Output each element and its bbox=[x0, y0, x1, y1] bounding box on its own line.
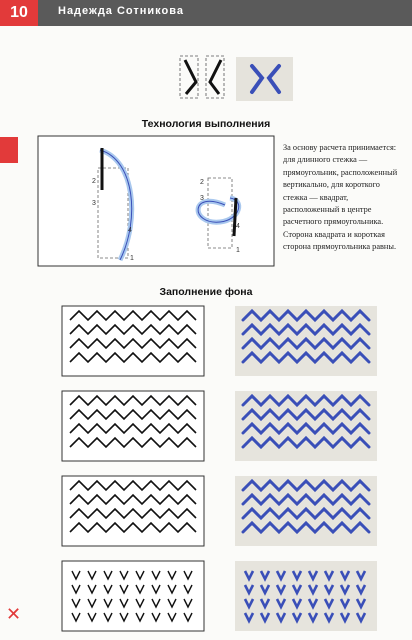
fill-diagram-1 bbox=[62, 306, 204, 376]
section-tab bbox=[0, 137, 18, 163]
fill-diagram-3 bbox=[62, 476, 204, 546]
technique-description: За основу расчета принимается: для длинного стежка — прямоугольник, расположенный вертикально, для короткого стежка — квадрат, расположенный в центре расчетного прямоугольника. Сторона квадрата и короткая сторона прямоугольника равны. bbox=[283, 143, 398, 252]
page-number: 10 bbox=[0, 0, 38, 26]
author-name: Надежда Сотникова bbox=[58, 5, 184, 17]
svg-text:4: 4 bbox=[236, 223, 240, 230]
svg-text:3: 3 bbox=[92, 200, 96, 207]
svg-text:1: 1 bbox=[236, 247, 240, 254]
top-stitch-photo bbox=[236, 57, 293, 101]
svg-text:2: 2 bbox=[200, 179, 204, 186]
fill-diagram-2 bbox=[62, 391, 204, 461]
x-mark-icon: ✕ bbox=[6, 604, 22, 625]
fill-diagram-4 bbox=[62, 561, 204, 631]
svg-text:2: 2 bbox=[92, 178, 96, 185]
svg-text:1: 1 bbox=[130, 255, 134, 262]
svg-text:4: 4 bbox=[128, 227, 132, 234]
svg-text:3: 3 bbox=[200, 195, 204, 202]
fill-photo-4 bbox=[235, 561, 377, 631]
technique-title: Технология выполнения bbox=[141, 118, 271, 130]
fill-title: Заполнение фона bbox=[159, 286, 253, 298]
top-stitch-diagram bbox=[180, 56, 224, 98]
